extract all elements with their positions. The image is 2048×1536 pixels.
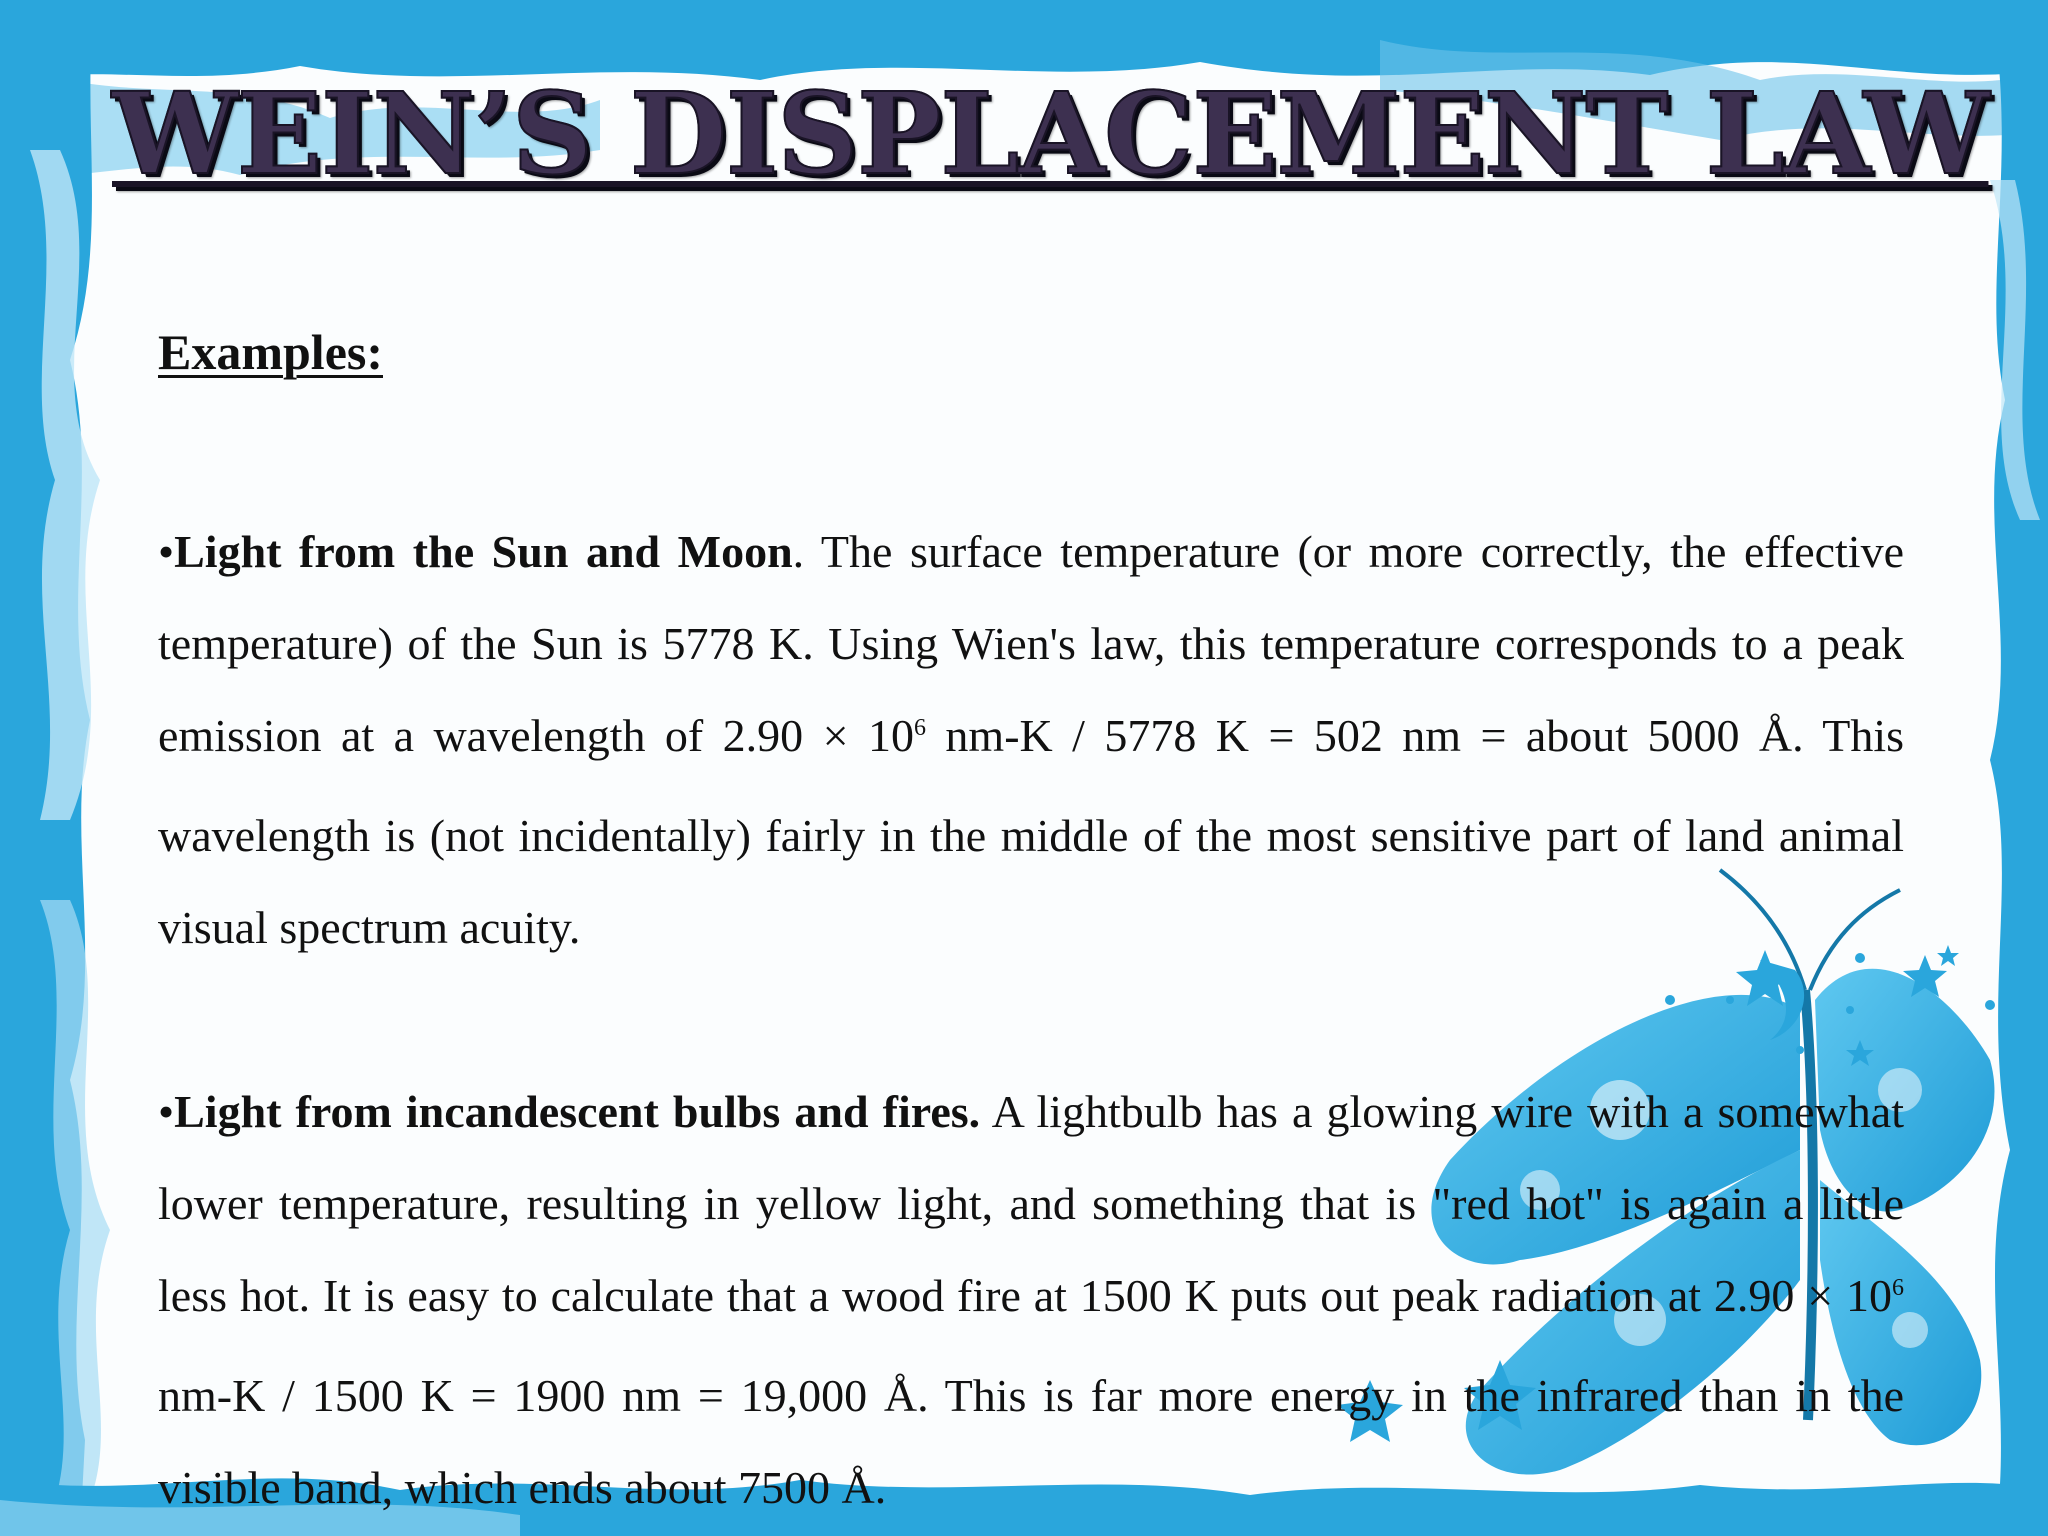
- paragraph-sun-moon: [158, 506, 1904, 974]
- paragraph-text: A lightbulb has a glowing wire with a somewhat lower temperature, resulting in yellow light, and something that is "red hot" is again a little less hot. It is easy to calculate that a wood fire at 1500 K puts out peak radiation at 2.90 × 10: [158, 1086, 1905, 1321]
- slide-content: [158, 318, 1904, 1534]
- section-heading: Examples:: [158, 324, 383, 380]
- paragraph-text: nm-K / 5778 K = 502 nm = about 5000 Å. This wavelength is (not incidentally) fairly in the middle of the most sensitive part of land animal visual spectrum acuity.: [158, 710, 1904, 953]
- paragraph-text: . The surface temperature (or more correctly, the effective temperature) of the Sun is 5778 K. Using Wien's law, this temperature corresponds to a peak emission at a wavelength of 2.90 × 10: [158, 526, 1905, 761]
- paragraph-incandescent: [158, 1066, 1904, 1534]
- paragraph-text: nm-K / 1500 K = 1900 nm = 19,000 Å. This is far more energy in the infrared than in the visible band, which ends about 7500 Å.: [158, 1370, 1904, 1513]
- exponent: 6: [913, 715, 926, 741]
- exponent: 6: [1892, 1275, 1904, 1301]
- bullet: •: [158, 526, 175, 577]
- bullet: •: [158, 1086, 175, 1137]
- slide-title: WEIN’S DISPLACEMENT LAW: [112, 69, 1989, 200]
- paragraph-lead: Light from incandescent bulbs and fires.: [174, 1086, 981, 1137]
- paragraph-lead: Light from the Sun and Moon: [174, 526, 793, 577]
